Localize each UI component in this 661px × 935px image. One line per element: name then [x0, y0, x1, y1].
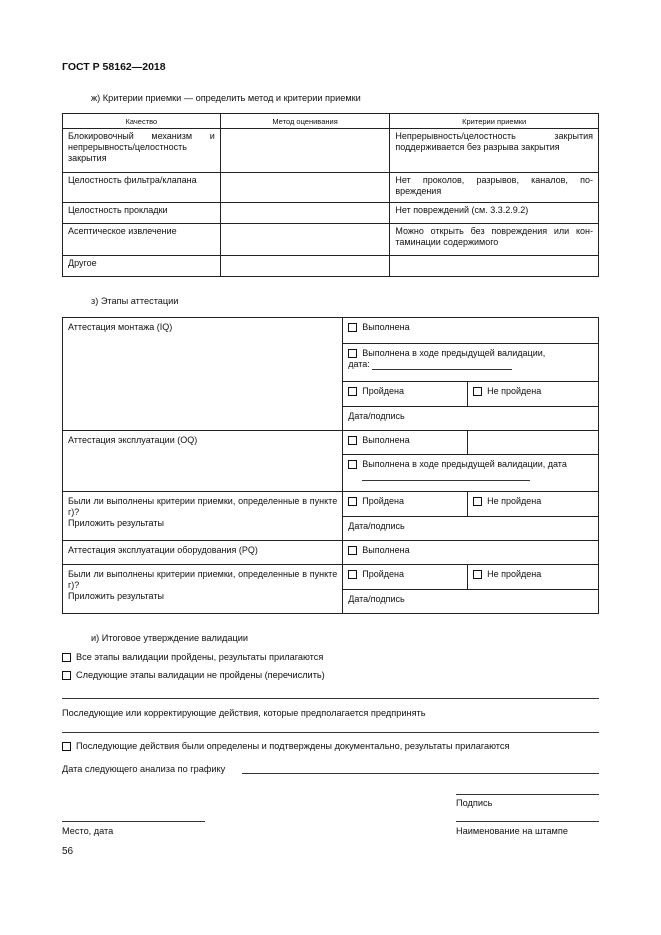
table-row [63, 129, 599, 173]
document-id: ГОСТ Р 58162—2018 [62, 61, 166, 73]
checkbox[interactable] [62, 653, 71, 662]
table-row [63, 318, 599, 344]
pq-not-passed-option[interactable] [468, 565, 599, 590]
pq-passed-option[interactable] [343, 565, 468, 590]
criteria-question-text: Были ли выполнены критерии приемки, определенные в пункте г)? [68, 569, 338, 590]
oq-label: Аттестация эксплуатации (OQ) [63, 431, 343, 492]
oq-done-option[interactable] [343, 431, 468, 455]
column-header: Критерии приемки [390, 114, 599, 129]
checkbox[interactable] [348, 546, 357, 555]
stamp-name-line[interactable] [456, 821, 599, 822]
option-label: Пройдена [362, 386, 404, 396]
method-cell[interactable] [220, 129, 390, 173]
date-label: дата: [348, 359, 370, 369]
criteria-cell: Нет повреждений (см. 3.3.2.9.2) [390, 203, 599, 224]
followup-entry-line[interactable] [62, 732, 599, 733]
oq-done-prev-option[interactable] [343, 455, 599, 492]
attach-results-text: Приложить результаты [68, 518, 164, 528]
table-row [63, 492, 599, 517]
table-row [63, 224, 599, 256]
method-cell[interactable] [220, 256, 390, 277]
criteria-question-text: Были ли выполнены критерии приемки, определенные в пункте г)? [68, 496, 338, 517]
method-cell[interactable] [220, 203, 390, 224]
list-entry-line[interactable] [62, 698, 599, 699]
table-row [63, 256, 599, 277]
iq-passed-option[interactable] [343, 382, 468, 407]
table-row [63, 203, 599, 224]
criteria-cell: Непрерывность/целостность закрытия поддерживается без разрыва закрытия [390, 129, 599, 173]
option-label: Выполнена [362, 545, 410, 555]
signature-line[interactable] [456, 794, 599, 795]
all-stages-passed-option[interactable] [62, 652, 323, 662]
iq-done-option[interactable] [343, 318, 599, 344]
followup-actions-label: Последующие или корректирующие действия, которые предполагается предпринять [62, 708, 426, 718]
stages-not-passed-option[interactable] [62, 670, 325, 680]
checkbox[interactable] [348, 436, 357, 445]
oq-not-passed-option[interactable] [468, 492, 599, 517]
section-z-title: з) Этапы аттестации [91, 296, 179, 306]
signature-label: Подпись [456, 798, 493, 808]
followup-documented-option[interactable] [62, 741, 509, 751]
option-label: Не пройдена [487, 496, 542, 506]
option-label: Все этапы валидации пройдены, результаты прилагаются [76, 652, 324, 662]
place-date-line[interactable] [62, 821, 205, 822]
method-cell[interactable] [220, 224, 390, 256]
option-label: Выполнена [362, 322, 410, 332]
iq-not-passed-option[interactable] [468, 382, 599, 407]
section-zh-title: ж) Критерии приемки — определить метод и критерии приемки [91, 93, 361, 103]
date-field[interactable] [362, 480, 530, 481]
column-header: Метод оценивания [220, 114, 390, 129]
empty-cell [468, 431, 599, 455]
place-date-label: Место, дата [62, 826, 114, 836]
oq-passed-option[interactable] [343, 492, 468, 517]
acceptance-criteria-table [62, 113, 599, 277]
quality-cell: Блокировочный механизм и непрерывность/целостность закрытия [63, 129, 221, 173]
checkbox[interactable] [473, 497, 482, 506]
checkbox[interactable] [348, 570, 357, 579]
stamp-name-label: Наименование на штампе [456, 826, 568, 836]
option-label: Пройдена [362, 496, 404, 506]
pq-criteria-question [63, 565, 343, 614]
option-label: Следующие этапы валидации не пройдены (перечислить) [76, 670, 325, 680]
column-header: Качество [63, 114, 221, 129]
pq-label: Аттестация эксплуатации оборудования (PQ) [63, 541, 343, 565]
option-label: Не пройдена [487, 569, 542, 579]
criteria-cell[interactable] [390, 256, 599, 277]
iq-date-sign[interactable]: Дата/подпись [343, 407, 599, 431]
quality-cell: Целостность фильтра/клапана [63, 173, 221, 203]
method-cell[interactable] [220, 173, 390, 203]
option-label: Выполнена в ходе предыдущей валидации, [362, 348, 546, 358]
checkbox[interactable] [473, 387, 482, 396]
option-label: Выполнена [362, 435, 410, 445]
quality-cell: Другое [63, 256, 221, 277]
option-label: Пройдена [362, 569, 404, 579]
table-row [63, 541, 599, 565]
checkbox[interactable] [62, 671, 71, 680]
next-review-date-field[interactable] [242, 773, 599, 774]
table-row [63, 431, 599, 455]
checkbox[interactable] [348, 323, 357, 332]
iq-label: Аттестация монтажа (IQ) [63, 318, 343, 431]
checkbox[interactable] [348, 349, 357, 358]
iq-done-prev-option[interactable] [343, 344, 599, 382]
table-header-row [63, 114, 599, 129]
quality-cell: Асептическое извлечение [63, 224, 221, 256]
checkbox[interactable] [62, 742, 71, 751]
checkbox[interactable] [348, 497, 357, 506]
pq-date-sign[interactable]: Дата/подпись [343, 590, 599, 614]
option-label: Не пройдена [487, 386, 542, 396]
attach-results-text: Приложить результаты [68, 591, 164, 601]
pq-done-option[interactable] [343, 541, 599, 565]
checkbox[interactable] [348, 387, 357, 396]
oq-date-sign[interactable]: Дата/подпись [343, 517, 599, 541]
table-row [63, 173, 599, 203]
next-review-date-label: Дата следующего анализа по графику [62, 764, 226, 774]
page-number: 56 [62, 846, 74, 857]
criteria-cell: Нет проколов, разрывов, каналов, по-вреждения [390, 173, 599, 203]
section-i-title: и) Итоговое утверждение валидации [91, 633, 249, 643]
criteria-cell: Можно открыть без повреждения или кон-таминации содержимого [390, 224, 599, 256]
oq-criteria-question [63, 492, 343, 541]
qualification-stages-table [62, 317, 599, 614]
option-label: Выполнена в ходе предыдущей валидации, дата [362, 459, 567, 469]
date-field[interactable] [372, 369, 512, 370]
option-label: Последующие действия были определены и подтверждены документально, результаты прилагаются [76, 741, 510, 751]
checkbox[interactable] [348, 460, 357, 469]
table-row [63, 565, 599, 590]
quality-cell: Целостность прокладки [63, 203, 221, 224]
checkbox[interactable] [473, 570, 482, 579]
